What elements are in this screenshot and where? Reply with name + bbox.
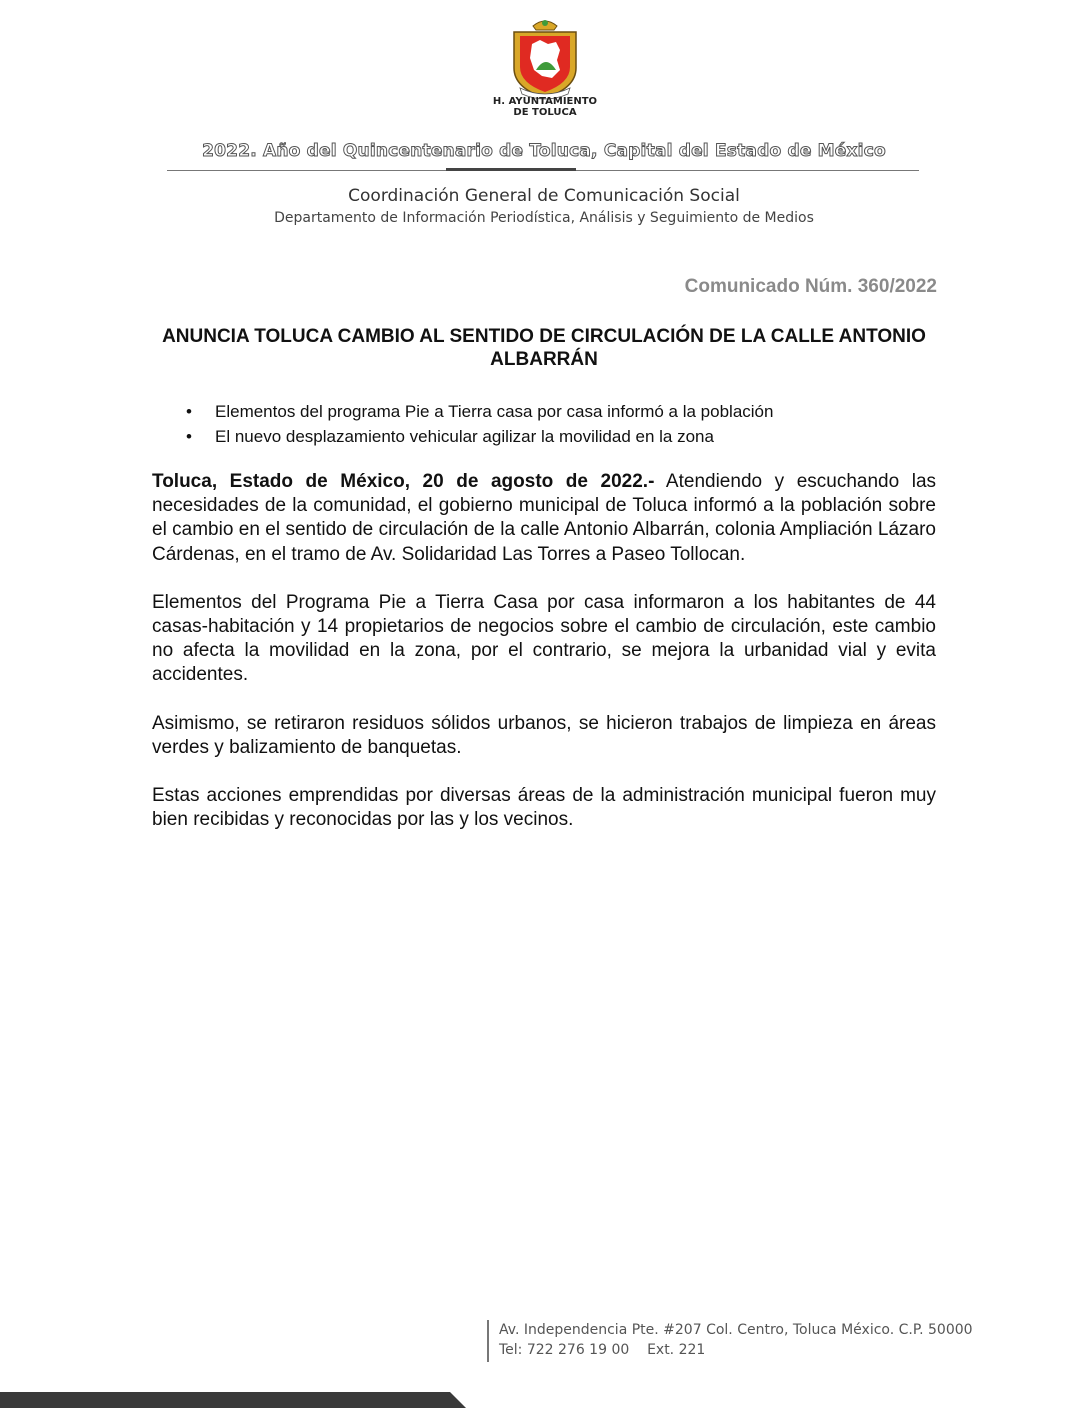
header-divider-accent xyxy=(446,168,576,171)
article-body xyxy=(152,470,936,856)
logo-caption xyxy=(470,96,620,118)
footer-contact xyxy=(499,1320,973,1360)
paragraph-1 xyxy=(152,470,936,567)
logo-caption-line2: DE TOLUCA xyxy=(513,107,577,118)
footer-stripe xyxy=(0,1386,466,1408)
release-number: Comunicado Núm. 360/2022 xyxy=(684,276,937,297)
footer-phone: Tel: 722 276 19 00 Ext. 221 xyxy=(499,1342,706,1358)
department-subtitle: Departamento de Información Periodística, Análisis y Seguimiento de Medios xyxy=(274,210,814,226)
summary-bullet: • El nuevo desplazamiento vehicular agilizar la movilidad en la zona xyxy=(186,424,773,449)
footer-address: Av. Independencia Pte. #207 Col. Centro, Toluca México. C.P. 50000 xyxy=(499,1322,973,1338)
paragraph-1-text: Atendiendo y escuchando las necesidades de la comunidad, el gobierno municipal de Toluca informó a la población sobre el cambio en el sentido de circulación de la calle Antonio Albarrán, colonia Ampliación Lázaro Cárdenas, en el tramo de Av. Solidaridad Las Torres a Paseo Tollocan. xyxy=(152,471,937,565)
paragraph-4: Estas acciones emprendidas por diversas áreas de la administración municipal fueron muy bien recibidas y reconocidas por las y los vecinos. xyxy=(152,785,936,831)
dateline: Toluca, Estado de México, 20 de agosto de 2022.- xyxy=(152,471,655,492)
coordination-title: Coordinación General de Comunicación Social xyxy=(348,186,740,206)
summary-bullet: • Elementos del programa Pie a Tierra casa por casa informó a la población xyxy=(186,399,773,424)
paragraph-2: Elementos del Programa Pie a Tierra Casa por casa informaron a los habitantes de 44 casas-habitación y 14 propietarios de negocios sobre el cambio de circulación, este cambio no afecta la movilidad en la zona, por el contrario, se mejora la urbanidad vial y evita accidentes. xyxy=(152,591,936,686)
summary-bullets xyxy=(186,399,773,449)
toluca-coat-of-arms-logo xyxy=(500,14,590,104)
logo-caption-line1: H. AYUNTAMIENTO xyxy=(492,96,598,107)
headline: ANUNCIA TOLUCA CAMBIO AL SENTIDO DE CIRCULACIÓN DE LA CALLE ANTONIO ALBARRÁN xyxy=(162,326,926,370)
year-banner: 2022. Año del Quincentenario de Toluca, Capital del Estado de México xyxy=(202,141,886,161)
paragraph-3: Asimismo, se retiraron residuos sólidos urbanos, se hicieron trabajos de limpieza en áreas verdes y balizamiento de banquetas. xyxy=(152,712,936,758)
footer-divider xyxy=(487,1320,489,1362)
